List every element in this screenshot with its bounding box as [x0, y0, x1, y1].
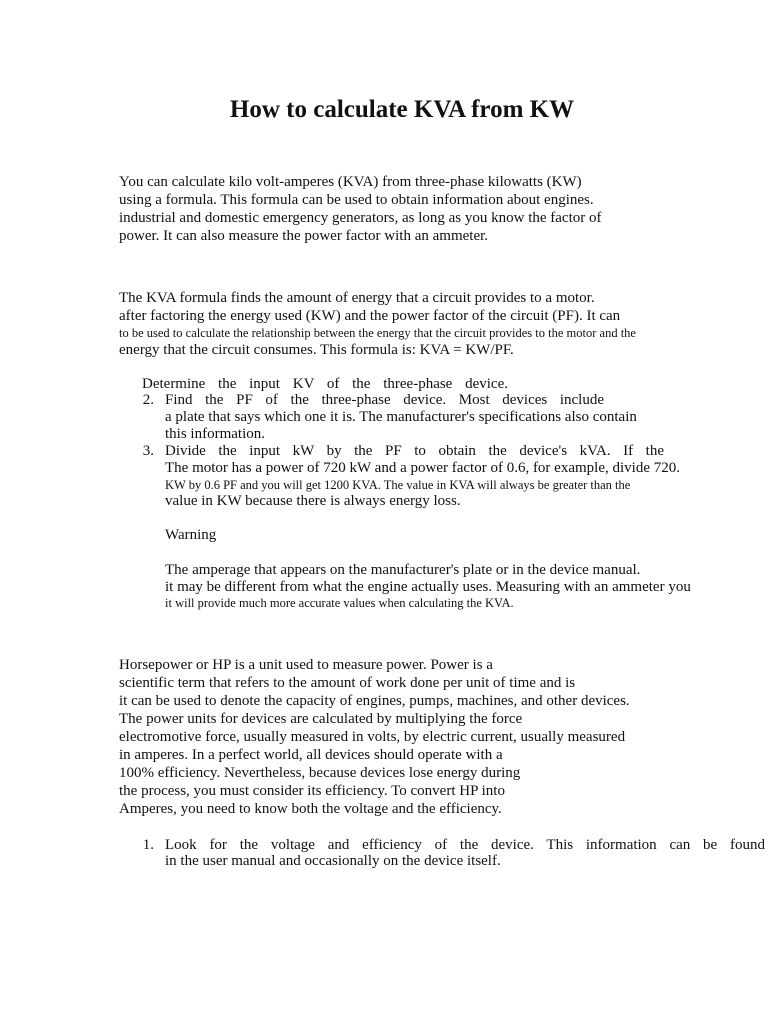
formula-line: energy that the circuit consumes. This formula is: KVA = KW/PF.: [119, 342, 514, 358]
hp-line: The power units for devices are calculated by multiplying the force: [119, 711, 523, 727]
step-2-line: Find the PF of the three-phase device. Most devices include: [165, 392, 604, 408]
step-3-line: Divide the input kW by the PF to obtain the device's kVA. If the: [165, 443, 664, 459]
hp-line: it can be used to denote the capacity of engines, pumps, machines, and other devices.: [119, 693, 630, 709]
step-2-line: a plate that says which one it is. The manufacturer's specifications also contain: [165, 409, 637, 425]
step-3-number: 3.: [142, 443, 154, 459]
intro-line: power. It can also measure the power factor with an ammeter.: [119, 228, 489, 244]
hp-step-1-number: 1.: [142, 837, 154, 853]
hp-line: the process, you must consider its efficiency. To convert HP into: [119, 783, 505, 799]
page-title: How to calculate KVA from KW: [229, 96, 575, 123]
hp-line: Amperes, you need to know both the voltage and the efficiency.: [119, 801, 502, 817]
step-3-line: KW by 0.6 PF and you will get 1200 KVA. The value in KVA will always be greater than the: [165, 478, 631, 492]
hp-line: Horsepower or HP is a unit used to measure power. Power is a: [119, 657, 493, 673]
hp-line: 100% efficiency. Nevertheless, because devices lose energy during: [119, 765, 521, 781]
formula-line: to be used to calculate the relationship between the energy that the circuit provides to the motor and the: [119, 326, 636, 340]
hp-step-1-line: Look for the voltage and efficiency of the device. This information can be found: [165, 837, 765, 853]
intro-line: industrial and domestic emergency generators, as long as you know the factor of: [119, 210, 602, 226]
step-1-text: Determine the input KV of the three-phase device.: [142, 376, 508, 392]
warning-line: The amperage that appears on the manufacturer's plate or in the device manual.: [165, 562, 641, 578]
warning-label: Warning: [165, 527, 217, 543]
hp-line: in amperes. In a perfect world, all devices should operate with a: [119, 747, 503, 763]
formula-line: The KVA formula finds the amount of energy that a circuit provides to a motor.: [119, 290, 595, 306]
step-2-line: this information.: [165, 426, 265, 442]
hp-line: electromotive force, usually measured in volts, by electric current, usually measured: [119, 729, 626, 745]
warning-line: it may be different from what the engine actually uses. Measuring with an ammeter you: [165, 579, 691, 595]
formula-line: after factoring the energy used (KW) and the power factor of the circuit (PF). It can: [119, 308, 621, 324]
hp-step-1-line: in the user manual and occasionally on the device itself.: [165, 853, 501, 869]
hp-line: scientific term that refers to the amount of work done per unit of time and is: [119, 675, 576, 691]
step-2-number: 2.: [142, 392, 154, 408]
step-3-line: value in KW because there is always energy loss.: [165, 493, 461, 509]
step-3-line: The motor has a power of 720 kW and a power factor of 0.6, for example, divide 720.: [165, 460, 680, 476]
warning-line: it will provide much more accurate values when calculating the KVA.: [165, 596, 514, 610]
intro-line: using a formula. This formula can be used to obtain information about engines.: [119, 192, 594, 208]
intro-line: You can calculate kilo volt-amperes (KVA) from three-phase kilowatts (KW): [119, 174, 582, 190]
